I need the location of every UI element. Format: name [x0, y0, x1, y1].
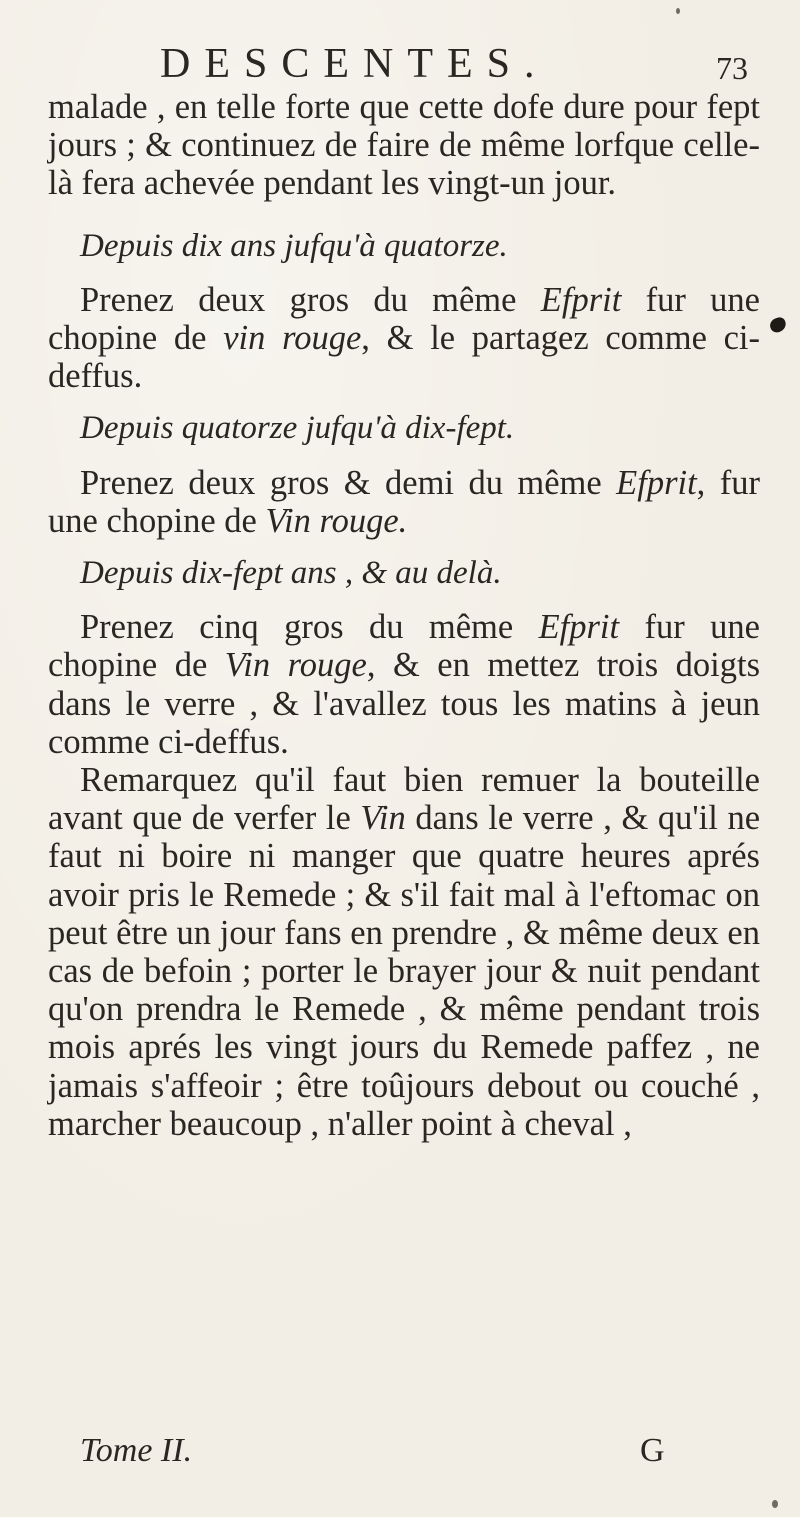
- ink-blot: [768, 316, 788, 335]
- section-heading: Depuis dix-fept ans , & au delà.: [80, 555, 502, 592]
- volume-label: Tome II.: [80, 1432, 193, 1469]
- paragraph: [48, 761, 760, 1143]
- paragraph: [48, 281, 760, 396]
- paragraph: malade , en telle forte que cette dofe dure pour fept jours ; & continuez de faire de même lorfque celle-là fera achevée pendant les vingt-un jour.: [48, 88, 760, 203]
- page-number: 73: [716, 50, 748, 86]
- ink-speck: [676, 8, 680, 14]
- text-run: dans le verre , & qu'il ne faut ni boire ni manger que quatre heures aprés avoir pris le Remede ; & s'il fait mal à l'eftomac on peut être un jour fans en prendre , & même deux en cas de befoin ; porter le brayer jour & nuit pendant qu'on prendra le Remede , & même pendant trois mois aprés les vingt jours du Remede paffez , ne jamais s'affeoir ; être toûjours debout ou couché , marcher beaucoup , n'aller point à cheval ,: [48, 799, 761, 1143]
- text-run: , & le partagez comme ci-deffus.: [48, 319, 760, 396]
- text-run: , fur une chopine de: [48, 463, 760, 540]
- italic-term: vin rouge: [223, 319, 362, 358]
- text-run: Prenez cinq gros du même: [80, 608, 539, 647]
- text-run: Prenez deux gros du même: [80, 280, 541, 319]
- italic-term: Vin rouge: [224, 646, 367, 685]
- italic-term: Vin: [360, 799, 406, 838]
- section-heading: Depuis dix ans jufqu'à quatorze.: [80, 227, 508, 264]
- italic-term: Vin rouge.: [265, 501, 408, 540]
- italic-term: Efprit: [616, 463, 697, 502]
- text-run: , & en mettez trois doigts dans le verre , & l'avallez tous les matins à jeun comme ci-deffus.: [48, 646, 760, 761]
- paragraph: [48, 464, 760, 540]
- signature-mark: G: [640, 1432, 665, 1469]
- text-run: Prenez deux gros & demi du même: [80, 463, 617, 502]
- italic-term: Efprit: [540, 280, 622, 319]
- italic-term: Efprit: [538, 608, 620, 647]
- running-head: DESCENTES.: [160, 41, 549, 87]
- page-footer: [80, 1432, 750, 1474]
- text-run: Remarquez qu'il faut bien remuer la bouteille avant que de verfer le: [48, 761, 760, 838]
- page-body: [48, 88, 760, 1143]
- section-heading: Depuis quatorze jufqu'à dix-fept.: [80, 410, 515, 447]
- ink-speck: [772, 1500, 778, 1508]
- paragraph: [48, 608, 760, 761]
- text-run: fur une chopine de: [48, 280, 760, 358]
- text-run: fur une chopine de: [48, 608, 760, 685]
